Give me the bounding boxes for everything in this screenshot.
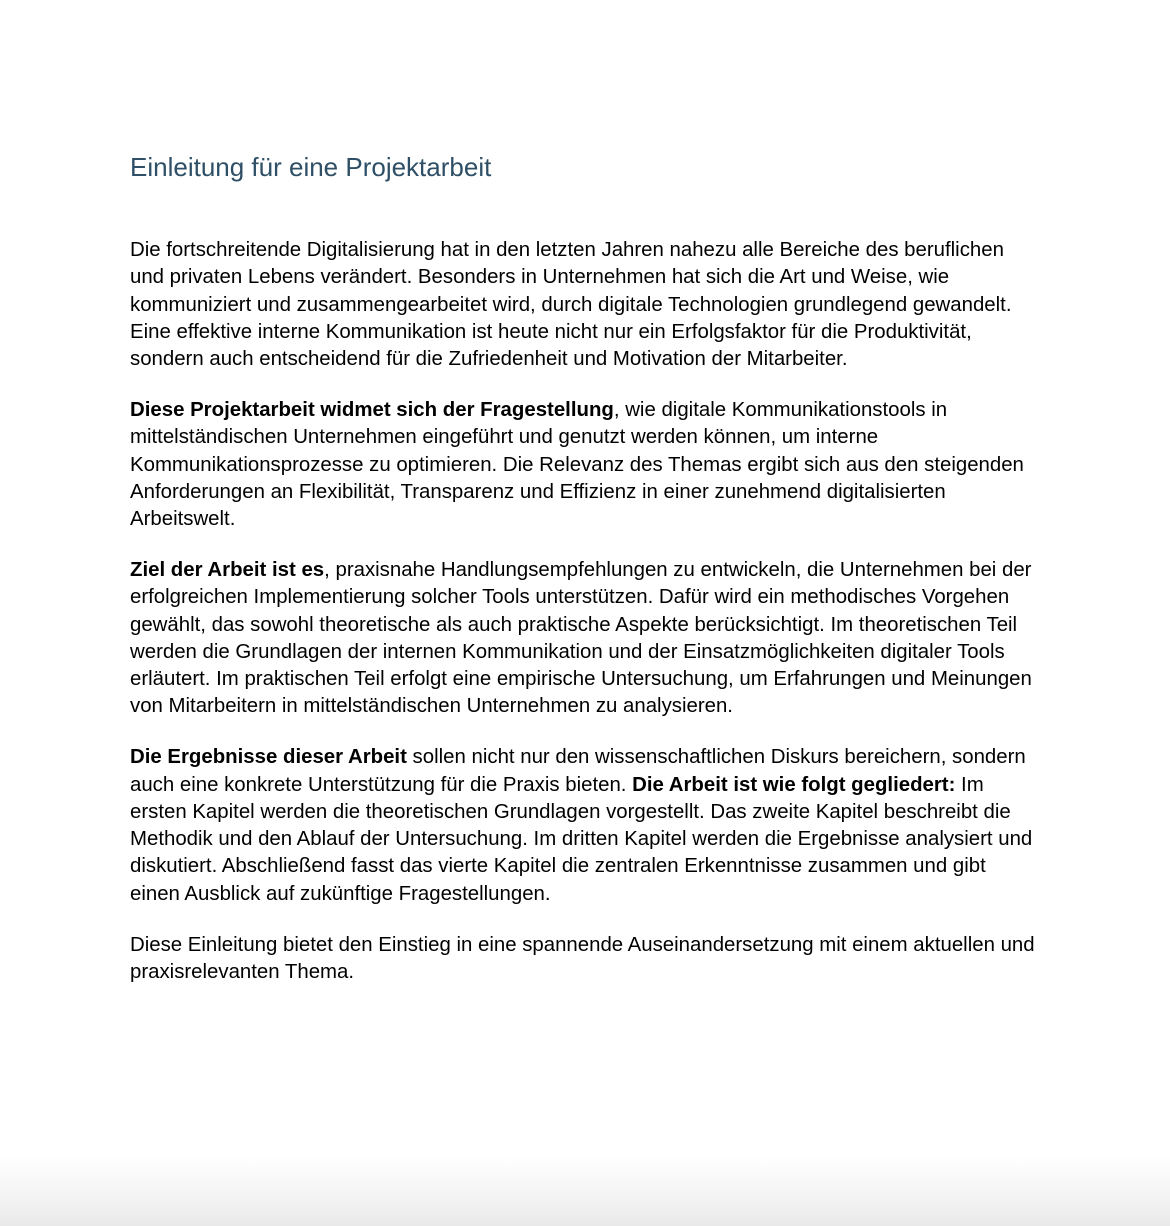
paragraph-structure-text: Im ersten Kapitel werden die theoretischen Grundlagen vorgestellt. Das zweite Kapitel beschreibt die Methodik und den Ablauf der Untersuchung. Im dritten Kapitel werden die Ergebnisse analysiert und diskutiert. Abschließend fasst das vierte Kapitel die zentralen Erkenntnisse zusammen und gibt einen Ausblick auf zukünftige Fragestellungen.	[130, 773, 1033, 905]
paragraph-structure-lead: Die Arbeit ist wie folgt gegliedert:	[632, 773, 956, 796]
paragraph-results-text: sollen nicht nur den wissenschaftlichen Diskurs bereichern, sondern auch eine konkrete Unterstützung für die Praxis bieten.	[130, 746, 1026, 796]
paragraph-question-lead: Diese Projektarbeit widmet sich der Fragestellung	[130, 398, 614, 421]
paragraph-goal-lead: Ziel der Arbeit ist es	[130, 558, 325, 581]
paragraph-question	[130, 397, 1040, 533]
page-bottom-shade	[0, 1156, 1170, 1226]
paragraph-closing-text: Diese Einleitung bietet den Einstieg in eine spannende Auseinandersetzung mit einem aktuellen und praxisrelevanten Thema.	[130, 933, 1035, 983]
document-body	[130, 237, 1040, 1010]
paragraph-intro	[130, 237, 1040, 373]
paragraph-results-lead: Die Ergebnisse dieser Arbeit	[130, 746, 407, 769]
paragraph-results	[130, 744, 1040, 908]
paragraph-question-text: , wie digitale Kommunikationstools in mittelständischen Unternehmen eingeführt und genutzt werden können, um interne Kommunikationsprozesse zu optimieren. Die Relevanz des Themas ergibt sich aus den steigenden Anforderungen an Flexibilität, Transparenz und Effizienz in einer zunehmend digitalisierten Arbeitswelt.	[130, 398, 1024, 531]
paragraph-goal	[130, 557, 1040, 721]
paragraph-intro-text: Die fortschreitende Digitalisierung hat in den letzten Jahren nahezu alle Bereiche des beruflichen und privaten Lebens verändert. Besonders in Unternehmen hat sich die Art und Weise, wie kommuniziert und zusammengearbeitet wird, durch digitale Technologien grundlegend gewandelt. Eine effektive interne Kommunikation ist heute nicht nur ein Erfolgsfaktor für die Produktivität, sondern auch entscheidend für die Zufriedenheit und Motivation der Mitarbeiter.	[130, 239, 1012, 371]
paragraph-closing	[130, 932, 1040, 987]
paragraph-goal-text: , praxisnahe Handlungsempfehlungen zu entwickeln, die Unternehmen bei der erfolgreichen Implementierung solcher Tools unterstützen. Dafür wird ein methodisches Vorgehen gewählt, das sowohl theoretische als auch praktische Aspekte berücksichtigt. Im theoretischen Teil werden die Grundlagen der internen Kommunikation und der Einsatzmöglichkeiten digitaler Tools erläutert. Im praktischen Teil erfolgt eine empirische Untersuchung, um Erfahrungen und Meinungen von Mitarbeitern in mittelständischen Unternehmen zu analysieren.	[130, 558, 1032, 718]
document-title: Einleitung für eine Projektarbeit	[130, 152, 492, 182]
